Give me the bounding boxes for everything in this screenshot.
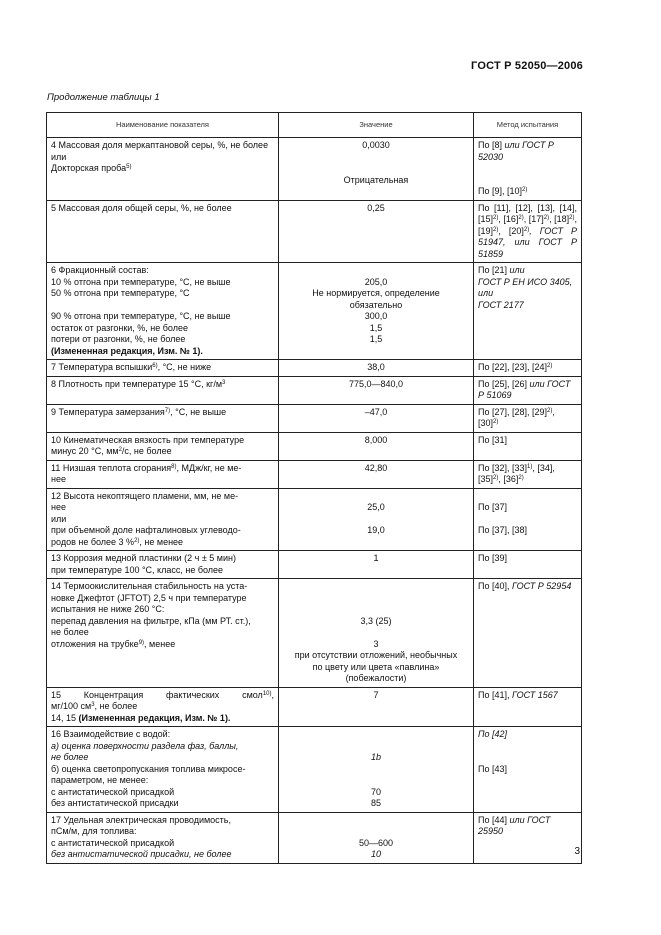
row-method-cell: По [42] По [43] <box>474 727 582 813</box>
row-name-cell: 5 Массовая доля общей серы, %, не более <box>47 200 279 263</box>
row-value-cell <box>279 138 474 201</box>
row-value-cell: –47,0 <box>279 404 474 432</box>
table-row <box>47 687 582 727</box>
table-row <box>47 432 582 460</box>
table-row <box>47 200 582 263</box>
row-name-text: Докторская проба$^{5)}$ <box>51 163 132 173</box>
row-value-cell: 50—600 10 <box>279 812 474 863</box>
row-value-text: 0,0030 <box>362 140 390 150</box>
row-value-cell: 0,25 <box>279 200 474 263</box>
row-method-cell: По [41], ГОСТ 1567 <box>474 687 582 727</box>
row-name-cell: 15 Концентрация фактических смол$^{10)}$, мг/100 $см^3$, не более 14, 15 (Измененная редакция, Изм. № 1). <box>47 687 279 727</box>
row-name-cell: 14 Термоокислительная стабильность на уста- новке Джефтот (JFTOT) 2,5 ч при температуре испытания не ниже 260 °С: перепад давления на фильтре, кПа (мм РТ. ст.), не более отложения на трубке$^{9)}$, менее <box>47 579 279 688</box>
column-header-value: Значение <box>279 113 474 138</box>
row-method-text: По [8] или ГОСТ Р 52030 <box>478 140 554 162</box>
document-code: ГОСТ Р 52050—2006 <box>471 60 583 72</box>
row-method-cell: По [39] <box>474 551 582 579</box>
table-header-row <box>47 113 582 138</box>
row-value-cell: 205,0 Не нормируется, определение обязательно 300,0 1,5 1,5 <box>279 263 474 360</box>
row-name-text: 4 Массовая доля меркаптановой серы, %, не более <box>51 140 269 150</box>
row-method-cell: По [32], $[33]^{1)}$, [34], $[35]^{2)}$, $[36]^{2)}$ <box>474 460 582 488</box>
row-value-cell: 42,80 <box>279 460 474 488</box>
column-header-method: Метод испытания <box>474 113 582 138</box>
row-value-cell: 775,0—840,0 <box>279 376 474 404</box>
table-row <box>47 812 582 863</box>
row-value-cell: 3,3 (25) 3 при отсутствии отложений, необычных по цвету или цвета «павлина» (побежалости) <box>279 579 474 688</box>
row-name-cell: 9 Температура замерзания$^{7)}$, °С, не выше <box>47 404 279 432</box>
row-method-cell: По [25], [26] или ГОСТ Р 51069 <box>474 376 582 404</box>
row-name-text: или <box>51 151 67 162</box>
row-value-text: Отрицательная <box>343 174 409 185</box>
row-name-cell: 8 Плотность при температуре 15 °С, $кг/м^3$ <box>47 376 279 404</box>
row-name-cell: 12 Высота некоптящего пламени, мм, не ме- нее или при объемной доле нафталиновых углеводо- родов не более 3 %$^{2)}$, не менее <box>47 488 279 551</box>
table-row <box>47 551 582 579</box>
row-method-text: По [9], $[10]^{2)}$ <box>478 186 528 196</box>
table-row <box>47 360 582 377</box>
row-value-cell: 38,0 <box>279 360 474 377</box>
row-method-cell: По [21] или ГОСТ Р ЕН ИСО 3405, или ГОСТ 2177 <box>474 263 582 360</box>
row-value-cell: 7 <box>279 687 474 727</box>
table-row <box>47 404 582 432</box>
table-row <box>47 376 582 404</box>
row-name-cell: 16 Взаимодействие с водой: а) оценка поверхности раздела фаз, баллы, не более б) оценка светопропускания топлива микросе- параметром, не менее: с антистатической присадкой без антистатической присадки <box>47 727 279 813</box>
row-method-cell: По [40], ГОСТ Р 52954 <box>474 579 582 688</box>
table-row <box>47 579 582 688</box>
row-name-cell: 17 Удельная электрическая проводимость, пСм/м, для топлива: с антистатической присадкой без антистатической присадки, не более <box>47 812 279 863</box>
row-method-cell: По [27], [28], $[29]^{2)}$, $[30]^{2)}$ <box>474 404 582 432</box>
row-name-cell: 10 Кинематическая вязкость при температуре минус 20 °С, $мм^2/с$, не более <box>47 432 279 460</box>
row-value-cell: 1b 70 85 <box>279 727 474 813</box>
row-name-cell: 6 Фракционный состав: 10 % отгона при температуре, °С, не выше 50 % отгона при температуре, °С 90 % отгона при температуре, °С, не выше остаток от разгонки, %, не более потери от разгонки, %, не более (Измененная редакция, Изм. № 1). <box>47 263 279 360</box>
row-method-cell <box>474 138 582 201</box>
row-name-cell: 13 Коррозия медной пластинки (2 ч ± 5 мин) при температуре 100 °С, класс, не более <box>47 551 279 579</box>
row-method-cell: По [11], [12], [13], [14], $[15]^{2)}$, $[16]^{2)}$, $[17]^{2)}$, $[18]^{2)}$, $[19]^{2)}$, $[20]^{2)}$, ГОСТ Р 51947, или ГОСТ Р 51859 <box>474 200 582 263</box>
row-value-cell: 1 <box>279 551 474 579</box>
table-row <box>47 263 582 360</box>
table-row <box>47 138 582 201</box>
table-row <box>47 727 582 813</box>
page-number: 3 <box>574 846 580 857</box>
row-name-cell: 11 Низшая теплота сгорания$^{8)}$, МДж/кг, не ме- нее <box>47 460 279 488</box>
table-row <box>47 488 582 551</box>
row-value-cell: 25,0 19,0 <box>279 488 474 551</box>
specification-table <box>46 112 582 864</box>
row-name-cell: 7 Температура вспышки$^{6)}$, °С, не ниже <box>47 360 279 377</box>
table-caption: Продолжение таблицы 1 <box>47 92 160 103</box>
column-header-name: Наименование показателя <box>47 113 279 138</box>
table-row <box>47 460 582 488</box>
row-method-cell: По [31] <box>474 432 582 460</box>
row-value-cell: 8,000 <box>279 432 474 460</box>
row-name-cell <box>47 138 279 201</box>
row-method-cell: По [22], [23], $[24]^{2)}$ <box>474 360 582 377</box>
row-method-cell: По [44] или ГОСТ 25950 <box>474 812 582 863</box>
row-method-cell: По [37] По [37], [38] <box>474 488 582 551</box>
